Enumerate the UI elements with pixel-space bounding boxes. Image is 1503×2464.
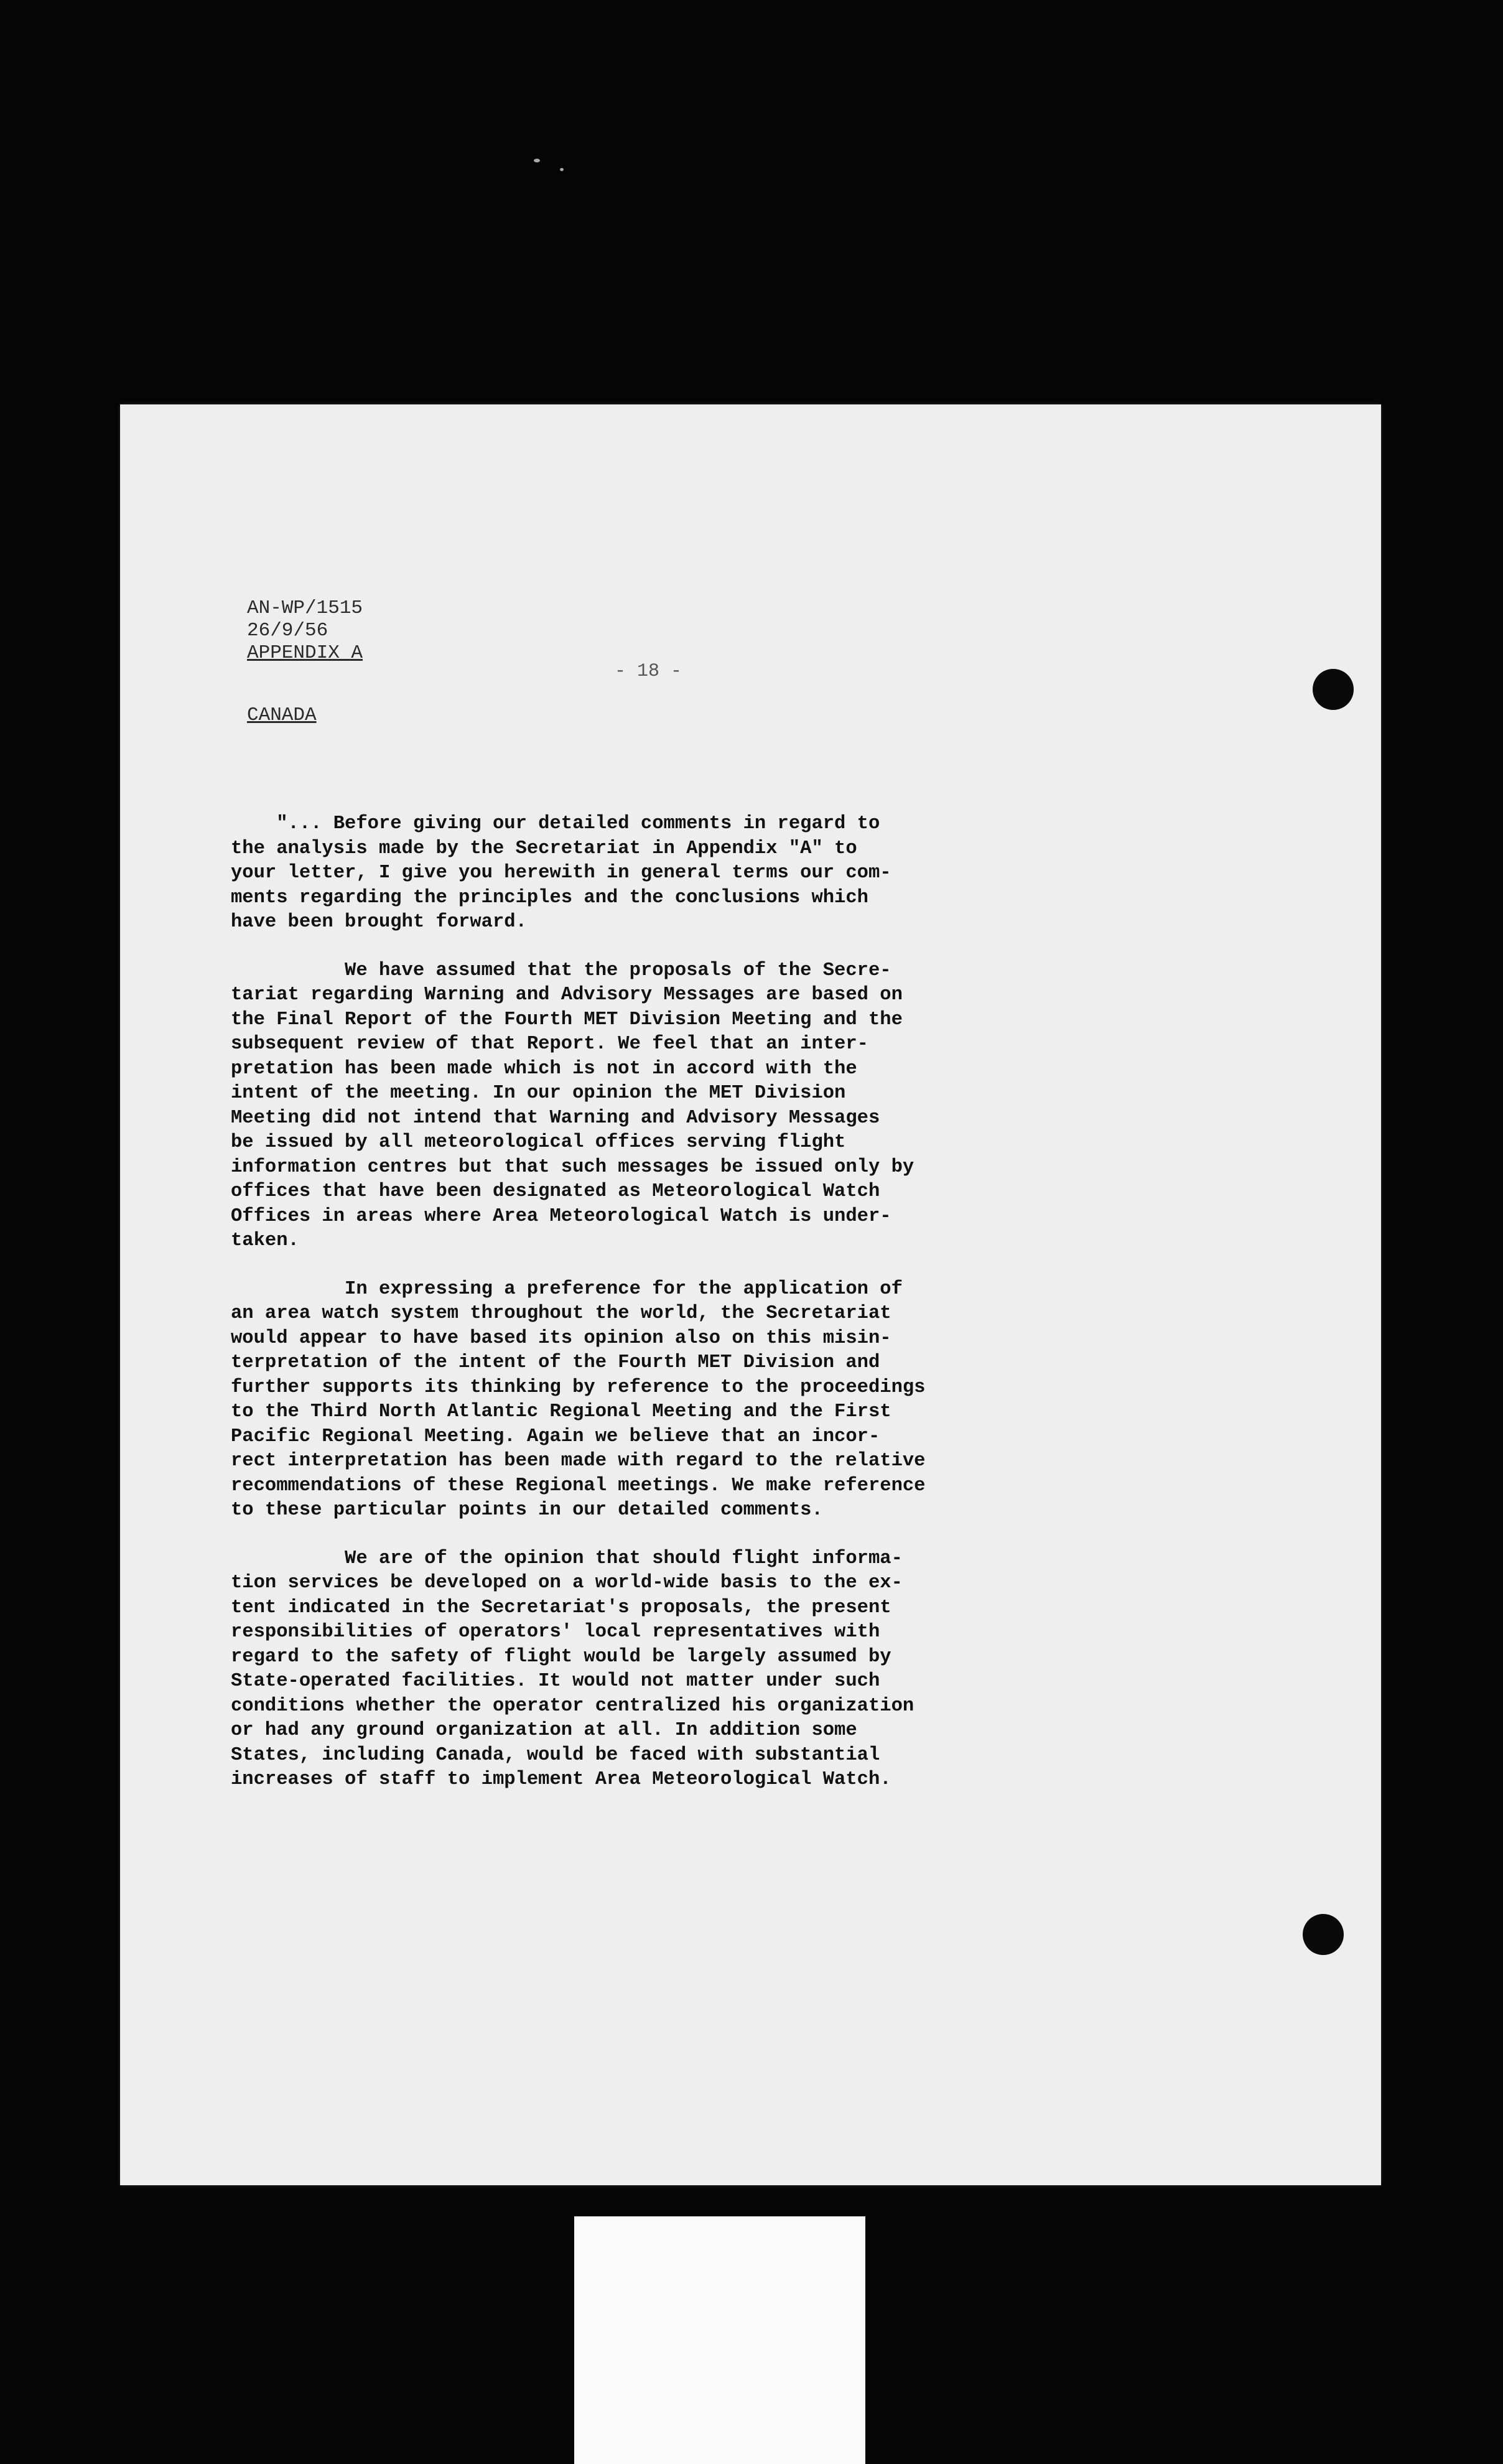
text-line: pretation has been made which is not in accord with the	[231, 1058, 857, 1080]
text-line: would appear to have based its opinion also on this misin-	[231, 1327, 891, 1349]
dust-speck	[560, 168, 564, 171]
text-line: responsibilities of operators' local representatives with	[231, 1622, 880, 1643]
text-line: further supports its thinking by reference to the proceedings	[231, 1376, 926, 1398]
text-line: tion services be developed on a world-wide basis to the ex-	[231, 1572, 903, 1594]
punch-hole	[1303, 1914, 1344, 1955]
document-header	[247, 597, 363, 665]
text-line: In expressing a preference for the application of	[231, 1278, 903, 1300]
text-line: State-operated facilities. It would not matter under such	[231, 1671, 880, 1692]
document-page	[120, 404, 1381, 2185]
text-line: subsequent review of that Report. We feel that an inter-	[231, 1034, 868, 1055]
text-line: to the Third North Atlantic Regional Meeting and the First	[231, 1401, 891, 1422]
punch-hole	[1313, 669, 1354, 710]
text-line: information centres but that such messages be issued only by	[231, 1156, 914, 1178]
paragraph	[231, 959, 1052, 1254]
text-line: We have assumed that the proposals of the Secre-	[231, 959, 891, 981]
text-line: terpretation of the intent of the Fourth MET Division and	[231, 1352, 880, 1373]
text-line: Pacific Regional Meeting. Again we believe that an incor-	[231, 1426, 880, 1447]
text-line: your letter, I give you herewith in general terms our com-	[231, 862, 891, 884]
text-line: taken.	[231, 1230, 299, 1251]
text-line: the analysis made by the Secretariat in Appendix "A" to	[231, 838, 857, 859]
paragraph	[231, 1277, 1052, 1523]
text-line: We are of the opinion that should flight informa-	[231, 1547, 903, 1569]
text-line: conditions whether the operator centralized his organization	[231, 1695, 914, 1717]
text-line: to these particular points in our detailed comments.	[231, 1500, 823, 1521]
document-reference: AN-WP/1515	[247, 597, 363, 619]
text-line: increases of staff to implement Area Meteorological Watch.	[231, 1769, 891, 1790]
text-line: offices that have been designated as Meteorological Watch	[231, 1181, 880, 1202]
text-line: recommendations of these Regional meetings. We make reference	[231, 1475, 926, 1496]
text-line: an area watch system throughout the world, the Secretariat	[231, 1303, 891, 1324]
section-title: CANADA	[247, 704, 317, 726]
page-number: - 18 -	[615, 661, 682, 682]
text-line: States, including Canada, would be faced with substantial	[231, 1744, 880, 1766]
dust-speck	[534, 159, 540, 162]
text-line: be issued by all meteorological offices serving flight	[231, 1132, 846, 1153]
text-line: "... Before giving our detailed comments in regard to	[231, 813, 880, 834]
paragraph	[231, 1547, 1052, 1793]
letter-body	[231, 812, 1052, 1816]
text-line: have been brought forward.	[231, 912, 527, 933]
text-line: regard to the safety of flight would be largely assumed by	[231, 1646, 891, 1668]
document-date: 26/9/56	[247, 620, 328, 642]
text-line: intent of the meeting. In our opinion the MET Division	[231, 1083, 846, 1104]
text-line: Meeting did not intend that Warning and Advisory Messages	[231, 1107, 880, 1129]
text-line: tent indicated in the Secretariat's proposals, the present	[231, 1597, 891, 1618]
text-line: Offices in areas where Area Meteorological Watch is under-	[231, 1205, 891, 1227]
text-line: ments regarding the principles and the conclusions which	[231, 887, 868, 908]
paragraph	[231, 812, 1052, 935]
text-line: rect interpretation has been made with regard to the relative	[231, 1450, 926, 1472]
text-line: tariat regarding Warning and Advisory Messages are based on	[231, 984, 903, 1006]
paper-stub	[574, 2216, 865, 2464]
text-line: or had any ground organization at all. In addition some	[231, 1720, 857, 1741]
appendix-label: APPENDIX A	[247, 642, 363, 664]
text-line: the Final Report of the Fourth MET Division Meeting and the	[231, 1009, 903, 1030]
